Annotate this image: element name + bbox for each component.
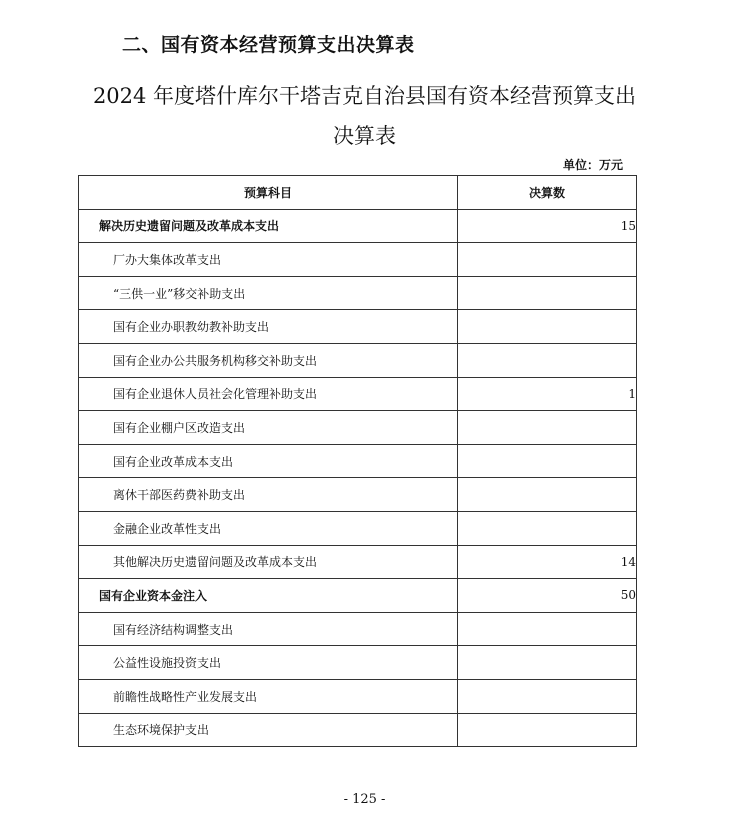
table-row xyxy=(79,411,637,445)
row-amount xyxy=(458,411,637,445)
table-row-category xyxy=(79,579,637,613)
row-subject: 厂办大集体改革支出 xyxy=(79,243,458,277)
row-amount xyxy=(458,444,637,478)
table-row xyxy=(79,343,637,377)
row-amount: 15 xyxy=(458,209,637,243)
row-subject: 国有企业办职教幼教补助支出 xyxy=(79,310,458,344)
header-amount: 决算数 xyxy=(458,176,637,210)
table-row-category xyxy=(79,209,637,243)
table-header-row xyxy=(79,176,637,210)
row-subject: 生态环境保护支出 xyxy=(79,713,458,747)
table-row xyxy=(79,310,637,344)
row-amount xyxy=(458,310,637,344)
row-subject: 国有经济结构调整支出 xyxy=(79,612,458,646)
row-subject: “三供一业”移交补助支出 xyxy=(79,276,458,310)
row-amount: 50 xyxy=(458,579,637,613)
table-row xyxy=(79,377,637,411)
table-row xyxy=(79,478,637,512)
unit-label: 单位：万元 xyxy=(562,158,623,172)
row-amount xyxy=(458,511,637,545)
row-amount: 14 xyxy=(458,545,637,579)
row-amount xyxy=(458,243,637,277)
row-subject: 国有企业改革成本支出 xyxy=(79,444,458,478)
row-subject: 金融企业改革性支出 xyxy=(79,511,458,545)
page-number: - 125 - xyxy=(343,792,386,807)
row-subject: 解决历史遗留问题及改革成本支出 xyxy=(79,209,458,243)
row-amount xyxy=(458,679,637,713)
table-row xyxy=(79,276,637,310)
table-row xyxy=(79,679,637,713)
row-amount xyxy=(458,478,637,512)
section-heading: 二、国有资本经营预算支出决算表 xyxy=(122,34,415,56)
row-amount xyxy=(458,612,637,646)
row-subject: 公益性设施投资支出 xyxy=(79,646,458,680)
row-amount xyxy=(458,276,637,310)
row-subject: 国有企业资本金注入 xyxy=(79,579,458,613)
row-subject: 前瞻性战略性产业发展支出 xyxy=(79,679,458,713)
header-subject: 预算科目 xyxy=(79,176,458,210)
table-row xyxy=(79,243,637,277)
row-amount xyxy=(458,343,637,377)
row-subject: 国有企业棚户区改造支出 xyxy=(79,411,458,445)
table-row xyxy=(79,444,637,478)
table-row xyxy=(79,612,637,646)
budget-table xyxy=(78,175,637,747)
row-subject: 国有企业办公共服务机构移交补助支出 xyxy=(79,343,458,377)
row-amount xyxy=(458,646,637,680)
row-amount xyxy=(458,713,637,747)
table-row xyxy=(79,511,637,545)
table-row xyxy=(79,646,637,680)
table-row xyxy=(79,545,637,579)
row-subject: 国有企业退休人员社会化管理补助支出 xyxy=(79,377,458,411)
row-subject: 其他解决历史遗留问题及改革成本支出 xyxy=(79,545,458,579)
table-title-line-1: 2024 年度塔什库尔干塔吉克自治县国有资本经营预算支出 xyxy=(92,84,637,108)
row-subject: 离休干部医药费补助支出 xyxy=(79,478,458,512)
row-amount: 1 xyxy=(458,377,637,411)
table-title-line-2: 决算表 xyxy=(333,124,396,148)
table-row xyxy=(79,713,637,747)
